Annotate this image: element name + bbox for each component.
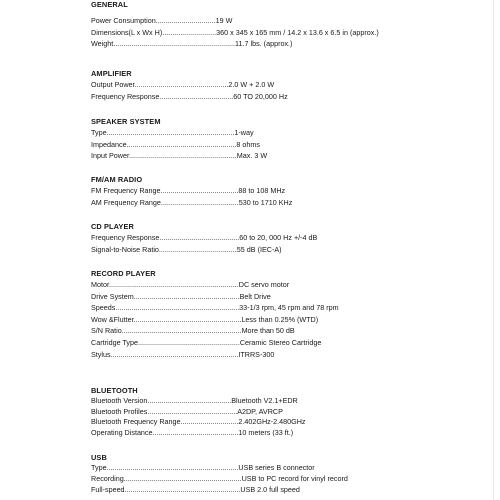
spec-row-cartridge-type: Cartridge Type...................................................Ceramic Stereo Cartridge — [91, 337, 322, 347]
section-heading-amplifier: AMPLIFIER — [91, 69, 132, 78]
spec-row-amp-frequency-response: Frequency Response.....................................60 TO 20,000 Hz — [91, 91, 288, 101]
spec-row-output-power: Output Power...............................................2.0 W + 2.0 W — [91, 80, 275, 89]
section-fm-am-radio — [91, 174, 491, 208]
section-heading-speaker-system: SPEAKER SYSTEM — [91, 117, 161, 126]
section-speaker-system — [91, 116, 491, 162]
spec-row-stylus: Stylus................................................................ITRRS-300 — [91, 349, 275, 359]
spec-row-weight: Weight.............................................................11.7 lbs. (approx.) — [91, 39, 293, 49]
section-heading-cd-player: CD PLAYER — [91, 222, 134, 231]
spec-row-cd-frequency-response: Frequency Response........................................60 to 20, 000 Hz +/-4 dB — [91, 233, 318, 242]
spec-row-bluetooth-frequency-range: Bluetooth Frequency Range.............................2.402GHz-2.480GHz — [91, 417, 306, 427]
spec-row-drive-system: Drive System.....................................................Belt Drive — [91, 291, 271, 301]
spec-row-speaker-type: Type................................................................1-way — [91, 128, 254, 137]
spec-row-speeds: Speeds..............................................................33-1/3 rpm, 45 rpm and 78 rpm — [91, 303, 339, 313]
spec-row-am-frequency-range: AM Frequency Range.......................................530 to 1710 KHz — [91, 197, 293, 207]
section-general — [91, 0, 491, 50]
spec-row-motor: Motor.................................................................DC servo motor — [91, 280, 290, 289]
section-bluetooth — [91, 385, 491, 438]
spec-row-impedance: Impedance.......................................................8 ohms — [91, 139, 260, 149]
section-heading-bluetooth: BLUETOOTH — [91, 386, 138, 395]
section-record-player — [91, 268, 491, 360]
spec-row-full-speed: Full-speed..........................................................USB 2.0 full speed — [91, 484, 300, 494]
spec-row-input-power: Input Power......................................................Max. 3 W — [91, 151, 268, 161]
spec-row-bluetooth-version: Bluetooth Version..........................................Bluetooth V2.1+EDR — [91, 396, 298, 405]
section-heading-record-player: RECORD PLAYER — [91, 269, 156, 278]
spec-row-wow-flutter: Wow &Flutter......................................................Less than 0.25% (WTD) — [91, 314, 319, 324]
spec-row-sn-ratio: S/N Ratio............................................................More than 50 dB — [91, 326, 295, 336]
section-usb — [91, 452, 491, 495]
section-heading-general: GENERAL — [91, 0, 128, 9]
spec-row-usb-type: Type..................................................................USB series B connector — [91, 463, 315, 472]
spec-row-signal-to-noise: Signal-to-Noise Ratio.......................................55 dB (IEC-A) — [91, 244, 282, 254]
section-cd-player — [91, 221, 491, 255]
spec-row-bluetooth-profiles: Bluetooth Profiles.............................................A2DP, AVRCP — [91, 406, 283, 416]
spec-row-fm-frequency-range: FM Frequency Range.......................................88 to 108 MHz — [91, 186, 286, 195]
section-heading-fm-am-radio: FM/AM RADIO — [91, 175, 143, 184]
spec-row-dimensions: Dimensions(L x Wx H)...........................360 x 345 x 165 mm / 14.2 x 13.6 x 6.5 in (approx.) — [91, 27, 379, 37]
section-amplifier — [91, 68, 491, 102]
spec-row-recording: Recording...........................................................USB to PC record for vinyl record — [91, 473, 348, 483]
section-heading-usb: USB — [91, 453, 107, 462]
spec-row-operating-distance: Operating Distance...........................................10 meters (33 ft.) — [91, 427, 294, 437]
spec-row-power-consumption: Power Consumption..............................19 W — [91, 16, 233, 25]
page-edge-divider — [493, 0, 494, 500]
